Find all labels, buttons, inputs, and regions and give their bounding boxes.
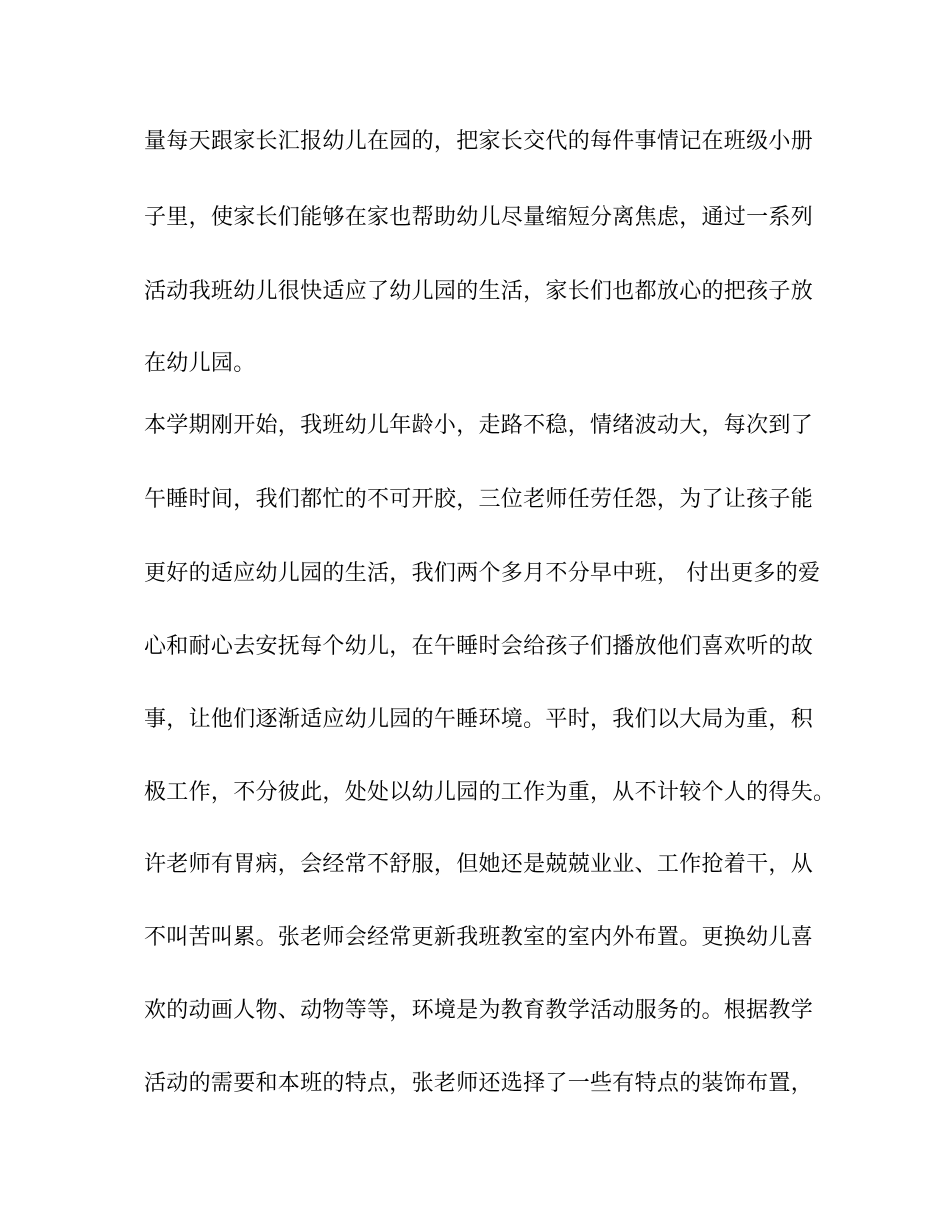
- text-line: 在幼儿园。: [144, 351, 256, 376]
- text-line: 事，让他们逐渐适应幼儿园的午睡环境。平时，我们以大局为重，积: [144, 707, 814, 732]
- text-line: 不叫苦叫累。张老师会经常更新我班教室的室内外布置。更换幼儿喜: [144, 925, 814, 950]
- text-line: 活动的需要和本班的特点，张老师还选择了一些有特点的装饰布置，: [144, 1071, 814, 1096]
- text-line: 欢的动画人物、动物等等，环境是为教育教学活动服务的。根据教学: [144, 998, 814, 1023]
- text-line: 本学期刚开始，我班幼儿年龄小，走路不稳，情绪波动大，每次到了: [144, 413, 814, 438]
- text-line: 极工作，不分彼此，处处以幼儿园的工作为重，从不计较个人的得失。: [144, 780, 836, 805]
- text-line: 午睡时间，我们都忙的不可开胶，三位老师任劳任怨，为了让孩子能: [144, 487, 814, 512]
- text-line: 子里，使家长们能够在家也帮助幼儿尽量缩短分离焦虑，通过一系列: [144, 205, 814, 230]
- text-line: 量每天跟家长汇报幼儿在园的，把家长交代的每件事情记在班级小册: [144, 129, 814, 154]
- text-line: 心和耐心去安抚每个幼儿，在午睡时会给孩子们播放他们喜欢听的故: [144, 634, 814, 659]
- text-line: 更好的适应幼儿园的生活，我们两个多月不分早中班， 付出更多的爱: [144, 561, 821, 586]
- text-line: 许老师有胃病，会经常不舒服，但她还是兢兢业业、工作抢着干，从: [144, 852, 814, 877]
- text-line: 活动我班幼儿很快适应了幼儿园的生活，家长们也都放心的把孩子放: [144, 279, 814, 304]
